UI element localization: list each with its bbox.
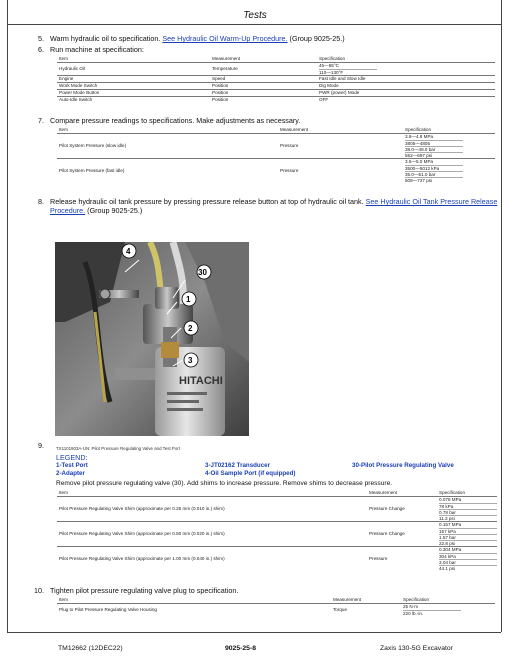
table-cell-item: Pilot System Pressure (slow idle) (59, 143, 127, 148)
table-cell-specification: 0.304 MPa (439, 547, 462, 552)
table-cell-specification: 45—55°C (319, 63, 339, 68)
legend-item-regulating-valve: 30-Pilot Pressure Regulating Valve (352, 462, 454, 469)
table-cell-specification: PWR (power) Mode (319, 90, 360, 95)
table-cell-specification: 3500—5012 kPa (405, 165, 463, 172)
page-border-right (501, 0, 502, 632)
filter-brand-text: HITACHI (179, 375, 223, 387)
table-header-cell: Measurement (212, 56, 241, 61)
table-header-cell: Measurement (280, 127, 309, 132)
table-cell-measurement: Torque (333, 607, 348, 612)
table-cell-specification: 35.0—51.0 bar (405, 171, 463, 178)
step-number: 5. (38, 34, 44, 43)
page-border-left (7, 0, 8, 632)
table-row (57, 521, 497, 546)
footer-doc-id: TM12662 (12DEC22) (58, 645, 123, 652)
table-header-cell: Specification (319, 56, 346, 61)
svg-text:3: 3 (188, 356, 193, 365)
table-cell-measurement: Position (212, 97, 229, 102)
table-cell-specification: 0.78 bar (439, 509, 497, 516)
table-header-cell: Item (59, 56, 68, 61)
table-row (57, 96, 495, 103)
table-cell-specification: 22.8 psi (439, 540, 497, 547)
table-cell-specification: 11.3 psi (439, 515, 497, 522)
table-cell-specification: Fast Idle and Slow Idle (319, 76, 366, 81)
table-cell-item: Plug to Pilot Pressure Regulating Valve Housing (59, 607, 157, 612)
table-cell-specification: 220 lb.-in. (403, 610, 461, 617)
table-cell-item: Pilot System Pressure (fast idle) (59, 168, 125, 173)
table-cell-item: Pilot Pressure Regulating Valve Shim (approximate per 0.25 mm (0.010 in.) shim) (59, 506, 225, 511)
table-cell-specification: 508—727 psi (405, 177, 463, 184)
table-cell-item: Auto-Idle Switch (59, 97, 93, 102)
step-number: 7. (38, 116, 44, 125)
step-number: 6. (38, 45, 44, 54)
table-cell-specification: 304 kPa (439, 553, 497, 560)
svg-text:2: 2 (188, 324, 193, 333)
table-row (57, 496, 497, 521)
footer-machine-model: Zaxis 130-5G Excavator (380, 645, 453, 652)
legend-item-adapter: 2-Adapter (56, 470, 85, 477)
legend-item-oil-sample-port: 4-Oil Sample Port (if equipped) (205, 470, 296, 477)
table-cell-measurement: Temperature (212, 66, 238, 71)
table-cell-specification: 552—697 psi (405, 152, 463, 159)
table-cell-specification: 110—130°F (319, 69, 377, 76)
step-text: Tighten pilot pressure regulating valve plug to specification. (50, 586, 239, 595)
table-cell-measurement: Speed (212, 76, 226, 81)
valve-photo (55, 242, 249, 436)
table-header-cell: Item (59, 127, 68, 132)
table-row (57, 82, 495, 89)
table-header-cell: Measurement (333, 597, 362, 602)
step-number: 8. (38, 197, 44, 206)
shim-instruction: Remove pilot pressure regulating valve (30). Add shims to increase pressure. Remove shims to decrease pressure. (56, 480, 393, 487)
table-header-cell: Specification (405, 127, 432, 132)
table-header-cell: Specification (439, 490, 466, 495)
table-header-cell: Item (59, 597, 68, 602)
step-group-ref: (Group 9025-25.) (87, 206, 143, 215)
svg-text:30: 30 (198, 268, 207, 277)
table-cell-specification: 38.0—48.0 bar (405, 146, 463, 153)
table-cell-specification: Dig Mode (319, 83, 339, 88)
table-cell-specification: 3805—4805 (405, 140, 463, 147)
table-cell-measurement: Pressure Change (369, 531, 405, 536)
table-cell-specification: OFF (319, 97, 329, 102)
table-cell-measurement: Pressure (280, 168, 299, 173)
warm-up-procedure-link[interactable]: See Hydraulic Oil Warm-Up Procedure. (162, 34, 288, 43)
step-number: 9. (38, 441, 44, 450)
table-row (57, 89, 495, 96)
table-cell-item: Power Mode Button (59, 90, 100, 95)
table-cell-specification: 157 kPa (439, 528, 497, 535)
table-cell-specification: 0.078 MPa (439, 497, 462, 502)
shim-spec-table (57, 490, 497, 571)
table-cell-measurement: Pressure Change (369, 506, 405, 511)
table-cell-measurement: Pressure (369, 556, 388, 561)
valve-photo-illustration (55, 242, 249, 436)
torque-spec-table (57, 597, 495, 616)
table-row (57, 603, 495, 616)
table-row (57, 546, 497, 571)
step-text: Run machine at specification: (50, 45, 144, 54)
table-cell-specification: 44.1 psi (439, 565, 497, 572)
footer-page-number: 9025-25-8 (225, 645, 256, 652)
table-row (57, 158, 495, 183)
table-row (57, 133, 495, 158)
table-cell-specification: 25 N·m (403, 604, 419, 609)
legend-item-transducer: 3-JT02162 Transducer (205, 462, 271, 469)
svg-text:4: 4 (126, 247, 131, 256)
table-cell-specification: 0.157 MPa (439, 522, 462, 527)
table-header-cell: Specification (403, 597, 430, 602)
footer-rule (7, 632, 501, 633)
table-cell-specification: 1.57 bar (439, 534, 497, 541)
step-text: Release hydraulic oil tank pressure by pressing pressure release button at top of hydraulic oil tank. (50, 197, 364, 206)
step-number: 10. (34, 586, 44, 595)
table-cell-measurement: Position (212, 83, 229, 88)
legend-title: LEGEND: (56, 453, 88, 462)
table-row (57, 75, 495, 82)
table-header-cell: Measurement (369, 490, 398, 495)
legend-item-test-port: 1-Test Port (56, 462, 88, 469)
table-cell-measurement: Pressure (280, 143, 299, 148)
table-cell-specification: 3.5—5.0 MPa (405, 159, 434, 164)
table-cell-item: Work Mode Switch (59, 83, 98, 88)
header-rule (7, 24, 501, 25)
svg-text:1: 1 (186, 295, 191, 304)
step-text: Warm hydraulic oil to specification. (50, 34, 161, 43)
table-cell-item: Engine (59, 76, 74, 81)
figure-caption: TX1101903A-UN: Pilot Pressure Regulating Valve and Test Port (56, 446, 180, 451)
machine-spec-table (57, 56, 495, 103)
table-header-cell: Item (59, 490, 68, 495)
pilot-pressure-spec-table (57, 127, 495, 183)
step-text: Compare pressure readings to specifications. Make adjustments as necessary. (50, 116, 301, 125)
table-cell-item: Pilot Pressure Regulating Valve Shim (approximate per 0.50 mm (0.020 in.) shim) (59, 531, 225, 536)
table-cell-item: Hydraulic Oil (59, 66, 86, 71)
table-cell-specification: 3.04 bar (439, 559, 497, 566)
table-cell-specification: 3.8—4.8 MPa (405, 134, 434, 139)
table-cell-item: Pilot Pressure Regulating Valve Shim (approximate per 1.00 mm (0.040 in.) shim) (59, 556, 225, 561)
tank-pressure-release-link[interactable]: See Hydraulic Oil Tank Pressure Release Procedure. (50, 197, 498, 215)
table-cell-specification: 78 kPa (439, 503, 497, 510)
page-header-title: Tests (243, 10, 267, 21)
step-group-ref: (Group 9025-25.) (289, 34, 345, 43)
table-cell-measurement: Position (212, 90, 229, 95)
table-row (57, 62, 495, 75)
